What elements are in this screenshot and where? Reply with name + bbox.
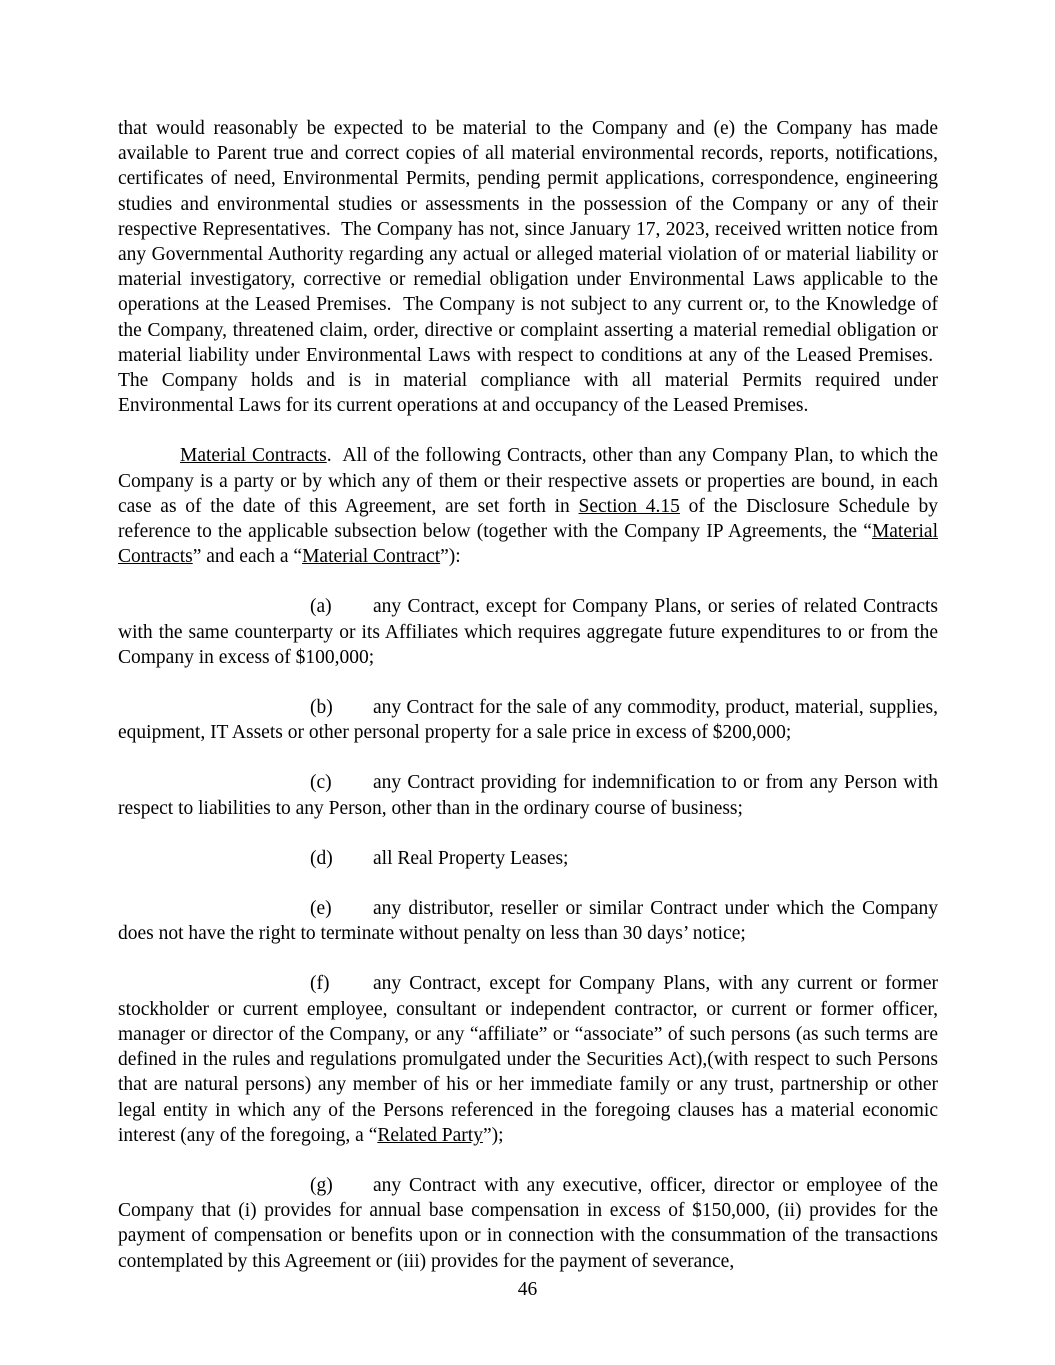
text-run: any distributor, reseller or similar Contract under which the Company does not have the right to terminate without penalty on less than 30 days’ notice;: [118, 898, 938, 945]
defined-term: Material Contracts: [180, 445, 327, 467]
clause-label: (b): [310, 697, 333, 719]
text-run: ”);: [482, 1124, 504, 1146]
clause-paragraph: [118, 971, 938, 1147]
clause-label: (f): [310, 973, 330, 995]
clause-paragraph: [118, 770, 938, 820]
paragraph: [118, 116, 938, 418]
text-run: . All of the following Contracts, other than any Company Plan, to which the Company is a party or by which any of them or their respective assets or properties are bound, in each case as of the date of this Agreement, are set forth in: [118, 445, 938, 517]
text-run: any Contract for the sale of any commodity, product, material, supplies, equipment, IT Assets or other personal property for a sale price in excess of $200,000;: [118, 697, 938, 744]
clause-label: (e): [310, 898, 332, 920]
text-run: ”):: [440, 546, 461, 568]
text-run: of the Disclosure Schedule by reference to the applicable subsection below (together with the Company IP Agreements, the “: [118, 495, 938, 543]
document-body: [118, 116, 938, 1299]
defined-term: Related Party: [377, 1124, 483, 1146]
text-run: any Contract, except for Company Plans, with any current or former stockholder or current employee, consultant or independent contractor, or current or former officer, manager or director of the Company, or any “affiliate” or “associate” of such persons (as such terms are defined in the rules and regulations promulgated under the Securities Act),(with respect to such Persons that are natural persons) any member of his or her immediate family or any trust, partnership or other legal entity in which any of the Persons referenced in the foregoing clauses has a material economic interest (any of the foregoing, a “: [118, 973, 938, 1146]
text-run: any Contract with any executive, officer, director or employee of the Company that (i) provides for annual base compensation in excess of $150,000, (ii) provides for the payment of compensation or benefits upon or in connection with the consummation of the transactions contemplated by this Agreement or (iii) provides for the payment of severance,: [118, 1174, 938, 1272]
text-run: that would reasonably be expected to be material to the Company and (e) the Company has made available to Parent true and correct copies of all material environmental records, reports, notifications, certificates of need, Environmental Permits, pending permit applications, correspondence, engineering studies and environmental studies or assessments in the possession of the Company or any of their respective Representatives. The Company has not, since January 17, 2023, received written notice from any Governmental Authority regarding any actual or alleged material violation of or material liability or material investigatory, corrective or remedial obligation under Environmental Laws applicable to the operations at the Leased Premises. The Company is not subject to any current or, to the Knowledge of the Company, threatened claim, order, directive or complaint asserting a material remedial obligation or material liability under Environmental Laws with respect to conditions at any of the Leased Premises. The Company holds and is in material compliance with all material Permits required under Environmental Laws for its current operations at and occupancy of the Leased Premises.: [118, 118, 938, 417]
clause-paragraph: [118, 695, 938, 745]
clause-label: (d): [310, 847, 333, 869]
text-run: any Contract providing for indemnification to or from any Person with respect to liabilities to any Person, other than in the ordinary course of business;: [118, 772, 938, 819]
clause-label: (c): [310, 772, 332, 794]
text-run: ” and each a “: [192, 546, 303, 568]
text-run: all Real Property Leases;: [373, 847, 569, 869]
defined-term: Section 4.15: [578, 495, 680, 517]
clause-label: (g): [310, 1174, 333, 1196]
clause-paragraph: [118, 594, 938, 670]
clause-paragraph: [118, 1173, 938, 1274]
clause-paragraph: [118, 896, 938, 946]
defined-term: Material Contracts: [118, 521, 938, 568]
paragraph: [118, 443, 938, 569]
defined-term: Material Contract: [302, 546, 441, 568]
text-run: any Contract, except for Company Plans, or series of related Contracts with the same counterparty or its Affiliates which requires aggregate future expenditures to or from the Company in excess of $100,000;: [118, 596, 938, 668]
clause-paragraph: [118, 846, 938, 871]
clause-label: (a): [310, 596, 332, 618]
page-number: 46: [517, 1279, 538, 1300]
